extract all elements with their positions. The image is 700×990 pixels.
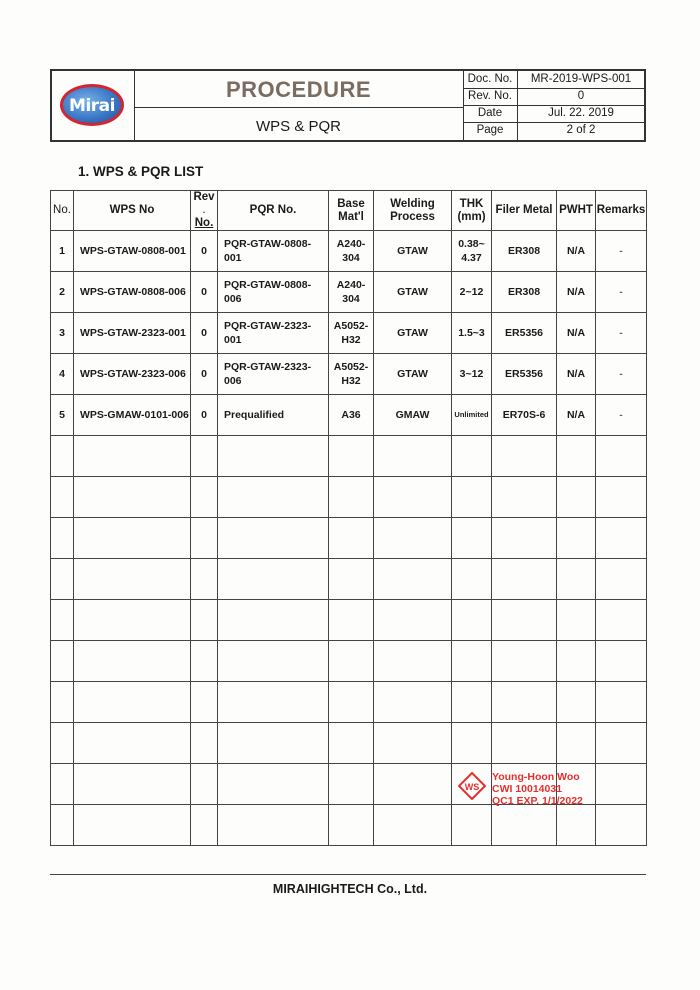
table-row (51, 354, 647, 395)
logo-cell (52, 71, 135, 140)
cell-filler-metal: ER70S-6 (492, 395, 557, 436)
empty-cell (329, 436, 374, 477)
empty-cell (191, 641, 218, 682)
empty-cell (74, 723, 191, 764)
meta-row-rev-no (463, 88, 644, 106)
empty-cell (492, 477, 557, 518)
thk-header-line1: THK (459, 197, 484, 210)
empty-cell (329, 682, 374, 723)
empty-cell (191, 436, 218, 477)
empty-cell (51, 436, 74, 477)
empty-cell (374, 641, 452, 682)
empty-cell (51, 764, 74, 805)
empty-cell (74, 436, 191, 477)
meta-row-date (463, 105, 644, 123)
empty-cell (218, 600, 329, 641)
cell-rev-no: 0 (191, 272, 218, 313)
empty-cell (191, 518, 218, 559)
empty-cell (374, 723, 452, 764)
empty-cell (557, 518, 596, 559)
empty-cell (596, 518, 647, 559)
thk-header-line2: (mm) (457, 210, 486, 223)
meta-value: 2 of 2 (566, 124, 596, 136)
cell-wps-no: WPS-GTAW-2323-001 (74, 313, 191, 354)
section-title: 1. WPS & PQR LIST (78, 164, 204, 179)
empty-cell (74, 600, 191, 641)
table-row (51, 395, 647, 436)
col-header-welding-process (374, 191, 452, 231)
empty-cell (452, 477, 492, 518)
empty-table-row (51, 723, 647, 764)
cell-pqr-no: Prequalified (218, 395, 329, 436)
cell-pqr-no: PQR-GTAW-0808-001 (218, 231, 329, 272)
cell-filler-metal: ER308 (492, 231, 557, 272)
empty-cell (51, 682, 74, 723)
empty-cell (492, 518, 557, 559)
empty-cell (374, 805, 452, 846)
empty-cell (452, 600, 492, 641)
empty-cell (557, 723, 596, 764)
base-header-line1: Base (337, 197, 365, 210)
empty-cell (452, 518, 492, 559)
cell-pwht: N/A (557, 313, 596, 354)
cell-pwht: N/A (557, 272, 596, 313)
cell-thickness-line1: 3~12 (459, 368, 484, 380)
empty-cell (452, 559, 492, 600)
empty-cell (492, 723, 557, 764)
empty-table-row (51, 600, 647, 641)
cell-thickness (452, 395, 492, 436)
cell-base-material-line2: 304 (342, 293, 360, 305)
company-logo (60, 84, 124, 126)
empty-cell (492, 600, 557, 641)
col-header-filler-metal: Filer Metal (492, 191, 557, 231)
empty-cell (557, 559, 596, 600)
empty-cell (557, 600, 596, 641)
empty-cell (191, 764, 218, 805)
cell-remarks: - (596, 272, 647, 313)
empty-table-row (51, 559, 647, 600)
meta-row-page (463, 122, 644, 140)
stamp-line-name: Young-Hoon Woo (492, 771, 580, 783)
cell-no: 3 (51, 313, 74, 354)
empty-cell (218, 436, 329, 477)
cell-pwht: N/A (557, 231, 596, 272)
empty-cell (74, 682, 191, 723)
empty-cell (374, 518, 452, 559)
rev-header-line3: No. (194, 217, 214, 229)
empty-cell (51, 641, 74, 682)
empty-cell (374, 600, 452, 641)
col-header-no: No. (51, 191, 74, 231)
cell-base-material-line1: A5052- (333, 361, 369, 373)
cell-welding-process: GTAW (374, 354, 452, 395)
title-divider (134, 107, 463, 108)
cell-rev-no: 0 (191, 313, 218, 354)
meta-value: 0 (577, 90, 585, 102)
empty-table-row (51, 477, 647, 518)
empty-cell (492, 682, 557, 723)
empty-cell (74, 641, 191, 682)
cell-remarks: - (596, 354, 647, 395)
process-header-line1: Welding (390, 197, 435, 210)
col-header-pqr-no: PQR No. (218, 191, 329, 231)
empty-cell (191, 682, 218, 723)
empty-cell (74, 477, 191, 518)
cell-wps-no: WPS-GMAW-0101-006 (74, 395, 191, 436)
cell-welding-process: GMAW (374, 395, 452, 436)
empty-cell (492, 559, 557, 600)
empty-cell (51, 600, 74, 641)
empty-cell (218, 805, 329, 846)
empty-cell (218, 723, 329, 764)
footer-divider (50, 874, 646, 875)
meta-label: Page (463, 122, 518, 140)
cell-wps-no: WPS-GTAW-0808-006 (74, 272, 191, 313)
meta-value: Jul. 22. 2019 (548, 107, 614, 119)
col-header-pwht: PWHT (557, 191, 596, 231)
stamp-line-expiry: QC1 EXP. 1/1/2022 (492, 795, 583, 807)
col-header-base-material (329, 191, 374, 231)
table-header-row (51, 191, 647, 231)
meta-label: Doc. No. (463, 71, 518, 88)
table-body (51, 231, 647, 846)
rev-header-line1: Rev (193, 191, 215, 203)
empty-cell (374, 559, 452, 600)
cell-thickness (452, 272, 492, 313)
empty-cell (596, 559, 647, 600)
cell-thickness-line1: Unlimited (454, 410, 489, 419)
empty-cell (596, 682, 647, 723)
col-header-thickness (452, 191, 492, 231)
cell-welding-process: GTAW (374, 231, 452, 272)
empty-cell (51, 723, 74, 764)
empty-table-row (51, 436, 647, 477)
col-header-wps-no: WPS No (74, 191, 191, 231)
cell-remarks: - (596, 313, 647, 354)
empty-cell (329, 559, 374, 600)
cell-base-material-line2: 304 (342, 252, 360, 264)
cell-base-material (329, 313, 374, 354)
cell-base-material-line1: A240- (336, 279, 366, 291)
col-header-rev-no (191, 191, 218, 231)
empty-cell (218, 477, 329, 518)
empty-cell (218, 559, 329, 600)
empty-cell (374, 436, 452, 477)
cell-no: 4 (51, 354, 74, 395)
col-header-remarks: Remarks (596, 191, 647, 231)
inspector-stamp (492, 771, 583, 807)
base-header-line2: Mat'l (338, 210, 364, 223)
cell-base-material-line1: A240- (336, 238, 366, 250)
title-cell (134, 71, 464, 140)
meta-row-doc-no (463, 71, 644, 89)
cell-remarks: - (596, 395, 647, 436)
empty-cell (492, 805, 557, 846)
svg-text:WS: WS (464, 782, 480, 792)
empty-cell (557, 436, 596, 477)
cell-base-material-line1: A36 (341, 409, 361, 421)
empty-cell (596, 805, 647, 846)
empty-cell (596, 477, 647, 518)
inspector-stamp-icon (458, 772, 486, 800)
cell-thickness (452, 231, 492, 272)
empty-cell (452, 723, 492, 764)
empty-cell (218, 682, 329, 723)
document-title: PROCEDURE (225, 77, 372, 102)
empty-cell (51, 518, 74, 559)
process-header-line2: Process (390, 210, 435, 223)
cell-thickness-line1: 0.38~ (458, 238, 485, 250)
empty-cell (74, 764, 191, 805)
cell-pwht: N/A (557, 354, 596, 395)
empty-cell (374, 682, 452, 723)
stamp-line-cwi: CWI 10014031 (492, 783, 563, 795)
empty-cell (329, 805, 374, 846)
document-header (50, 69, 646, 142)
document-subtitle: WPS & PQR (255, 118, 341, 135)
cell-thickness-line1: 1.5~3 (458, 327, 485, 339)
empty-cell (492, 436, 557, 477)
empty-cell (557, 805, 596, 846)
empty-cell (452, 641, 492, 682)
cell-base-material (329, 395, 374, 436)
wps-pqr-list-table (50, 190, 647, 846)
empty-cell (329, 764, 374, 805)
empty-cell (218, 641, 329, 682)
cell-base-material-line2: H32 (341, 334, 361, 346)
empty-cell (374, 764, 452, 805)
empty-cell (557, 682, 596, 723)
empty-cell (329, 723, 374, 764)
cell-filler-metal: ER5356 (492, 313, 557, 354)
cell-wps-no: WPS-GTAW-2323-006 (74, 354, 191, 395)
empty-cell (191, 559, 218, 600)
cell-rev-no: 0 (191, 395, 218, 436)
cell-pqr-no: PQR-GTAW-2323-006 (218, 354, 329, 395)
cell-rev-no: 0 (191, 231, 218, 272)
empty-cell (374, 477, 452, 518)
empty-cell (452, 682, 492, 723)
cell-no: 5 (51, 395, 74, 436)
footer-company-name: MIRAIHIGHTECH Co., Ltd. (272, 882, 428, 896)
cell-base-material (329, 354, 374, 395)
cell-wps-no: WPS-GTAW-0808-001 (74, 231, 191, 272)
empty-cell (74, 559, 191, 600)
cell-base-material (329, 231, 374, 272)
cell-filler-metal: ER308 (492, 272, 557, 313)
empty-cell (191, 805, 218, 846)
empty-cell (51, 805, 74, 846)
empty-cell (596, 641, 647, 682)
empty-cell (596, 764, 647, 805)
cell-base-material (329, 272, 374, 313)
cell-remarks: - (596, 231, 647, 272)
empty-cell (329, 641, 374, 682)
table-row (51, 231, 647, 272)
cell-no: 2 (51, 272, 74, 313)
empty-cell (492, 641, 557, 682)
empty-cell (596, 723, 647, 764)
cell-pqr-no: PQR-GTAW-2323-001 (218, 313, 329, 354)
logo-text: Mirai (69, 96, 115, 116)
cell-welding-process: GTAW (374, 313, 452, 354)
empty-cell (329, 600, 374, 641)
cell-no: 1 (51, 231, 74, 272)
cell-rev-no: 0 (191, 354, 218, 395)
cell-thickness (452, 313, 492, 354)
table-row (51, 313, 647, 354)
empty-cell (74, 805, 191, 846)
empty-cell (191, 477, 218, 518)
cell-filler-metal: ER5356 (492, 354, 557, 395)
empty-table-row (51, 682, 647, 723)
cell-pwht: N/A (557, 395, 596, 436)
rev-header-line2: . (202, 204, 206, 216)
empty-cell (329, 518, 374, 559)
cell-thickness-line2: 4.37 (461, 252, 482, 264)
empty-cell (74, 518, 191, 559)
empty-cell (452, 805, 492, 846)
empty-cell (191, 600, 218, 641)
cell-base-material-line2: H32 (341, 375, 361, 387)
cell-thickness (452, 354, 492, 395)
cell-welding-process: GTAW (374, 272, 452, 313)
meta-label: Date (463, 105, 518, 122)
empty-cell (51, 559, 74, 600)
empty-cell (557, 477, 596, 518)
empty-cell (452, 436, 492, 477)
empty-table-row (51, 641, 647, 682)
meta-label: Rev. No. (463, 88, 518, 105)
cell-pqr-no: PQR-GTAW-0808-006 (218, 272, 329, 313)
cell-thickness-line1: 2~12 (459, 286, 484, 298)
empty-table-row (51, 518, 647, 559)
table-row (51, 272, 647, 313)
empty-cell (218, 518, 329, 559)
empty-cell (218, 764, 329, 805)
cell-base-material-line1: A5052- (333, 320, 369, 332)
document-meta (463, 71, 644, 140)
empty-cell (596, 600, 647, 641)
empty-table-row (51, 805, 647, 846)
empty-cell (191, 723, 218, 764)
empty-cell (557, 641, 596, 682)
empty-cell (51, 477, 74, 518)
meta-value: MR-2019-WPS-001 (530, 73, 632, 85)
empty-cell (596, 436, 647, 477)
empty-cell (329, 477, 374, 518)
